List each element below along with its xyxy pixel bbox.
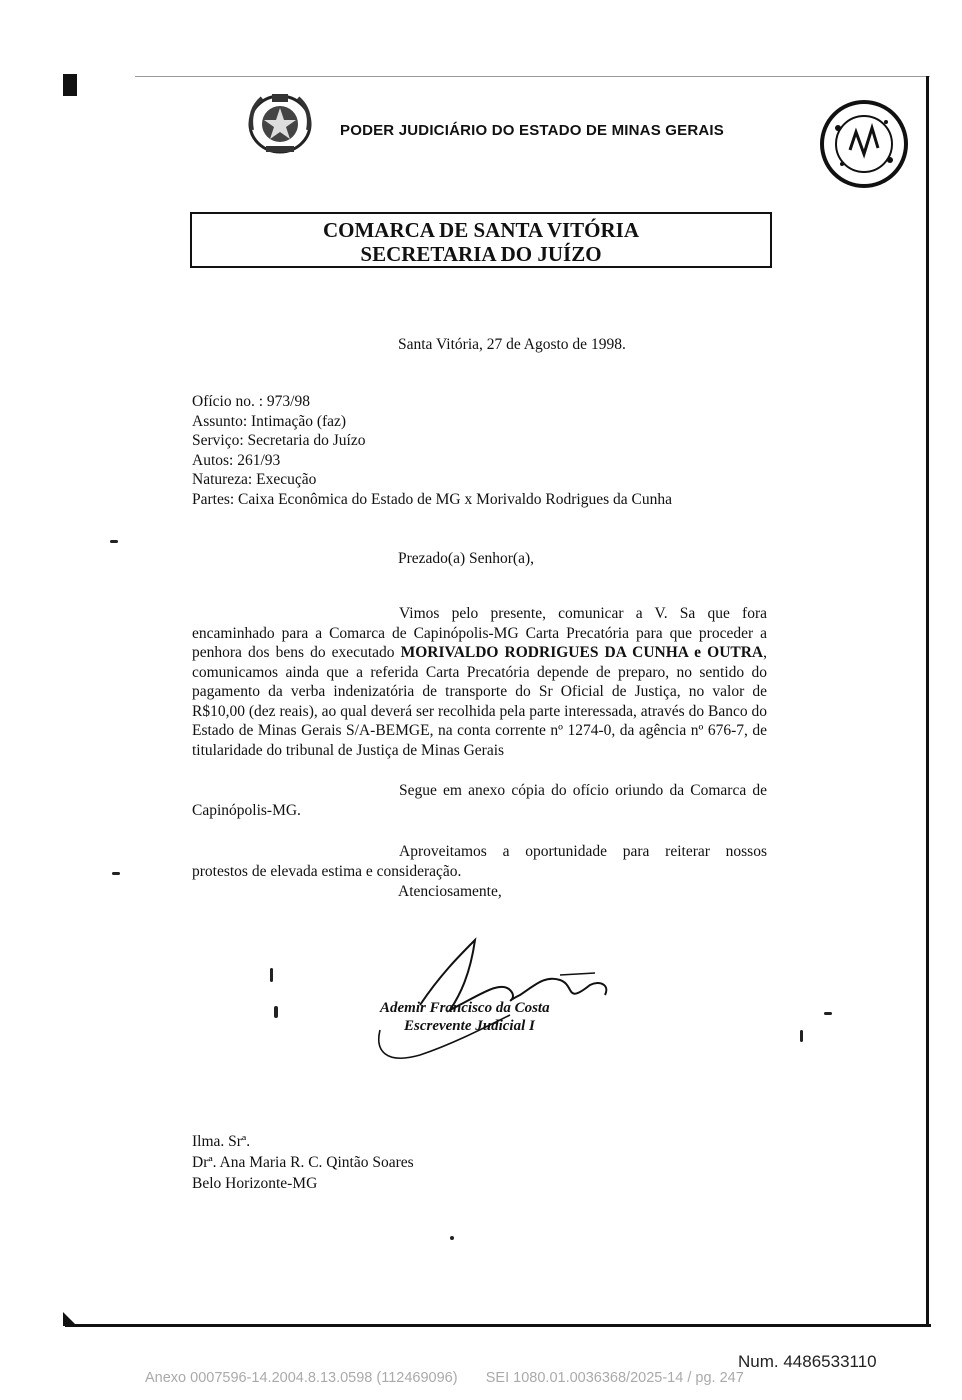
addressee-block [192, 1131, 414, 1194]
meta-oficio: Ofício no. : 973/98 [192, 393, 310, 410]
meta-autos: Autos: 261/93 [192, 451, 281, 469]
body-paragraph-3: Aproveitamos a oportunidade para reiterar nossos protestos de elevada estima e consideração. [192, 843, 767, 880]
coat-of-arms-icon [244, 90, 316, 156]
addressee-city: Belo Horizonte-MG [192, 1175, 318, 1192]
body-paragraph-2: Segue em anexo cópia do ofício oriundo da Comarca de Capinópolis-MG. [192, 782, 767, 819]
meta-servico: Serviço: Secretaria do Juízo [192, 432, 366, 449]
title-line-comarca: COMARCA DE SANTA VITÓRIA [322, 218, 639, 242]
body-paragraph-1 [192, 604, 767, 760]
meta-natureza: Natureza: Execução [192, 471, 317, 488]
scan-artifact [824, 1012, 832, 1015]
addressee-name: Drª. Ana Maria R. C. Qintão Soares [192, 1154, 414, 1171]
scan-corner-mark [63, 1312, 77, 1326]
bottom-border-line [65, 1324, 931, 1327]
title-line-secretaria: SECRETARIA DO JUÍZO [360, 242, 602, 266]
meta-partes: Partes: Caixa Econômica do Estado de MG x Morivaldo Rodrigues da Cunha [192, 490, 672, 508]
meta-block [192, 392, 672, 509]
scan-artifact [800, 1030, 803, 1042]
title-box [190, 212, 772, 268]
scan-artifact [270, 968, 273, 982]
date-line: Santa Vitória, 27 de Agosto de 1998. [398, 336, 626, 353]
right-border-bar [926, 76, 929, 1326]
body-p1-start: Vimos pelo presente, comunicar a V. Sa que fora encaminhado para a Comarca de Capinópolis-MG Carta Precatória para que proceder a penhora dos bens do executado [192, 605, 767, 661]
signature-role: Escrevente Judicial I [404, 1018, 535, 1034]
scan-corner-mark [63, 74, 77, 96]
top-border-line [135, 76, 930, 77]
header-org: PODER JUDICIÁRIO DO ESTADO DE MINAS GERAIS [340, 122, 724, 139]
body-p1-end: , comunicamos ainda que a referida Carta Precatória depende de preparo, no sentido do pagamento da verba indenizatória de transporte do Sr Oficial de Justiça, no valor de R$10,00 (dez reais), ao qual deverá ser recolhida pela parte interessada, através do Banco do Estado de Minas Gerais S/A-BEMGE, na conta corrente nº 1274-0, da agência nº 676-7, de titularidade do tribunal de Justiça de Minas Gerais [192, 644, 767, 759]
body-p1-bold: MORIVALDO RODRIGUES DA CUNHA e OUTRA [400, 644, 764, 661]
salutation: Prezado(a) Senhor(a), [398, 550, 534, 567]
meta-assunto: Assunto: Intimação (faz) [192, 412, 347, 430]
closing: Atenciosamente, [398, 883, 502, 900]
signature-name: Ademir Francisco da Costa [380, 1000, 550, 1016]
addressee-title: Ilma. Srª. [192, 1133, 251, 1150]
scan-artifact [110, 540, 118, 543]
document-number: Num. 4486533110 [738, 1352, 877, 1371]
footer-reference: Anexo 0007596-14.2004.8.13.0598 (112469096) SEI 1080.01.0036368/2025-14 / pg. 247 [145, 1370, 744, 1386]
seal-stamp-icon [818, 98, 910, 190]
scan-artifact [450, 1236, 454, 1240]
scan-artifact [274, 1006, 278, 1018]
scan-artifact [112, 872, 120, 875]
